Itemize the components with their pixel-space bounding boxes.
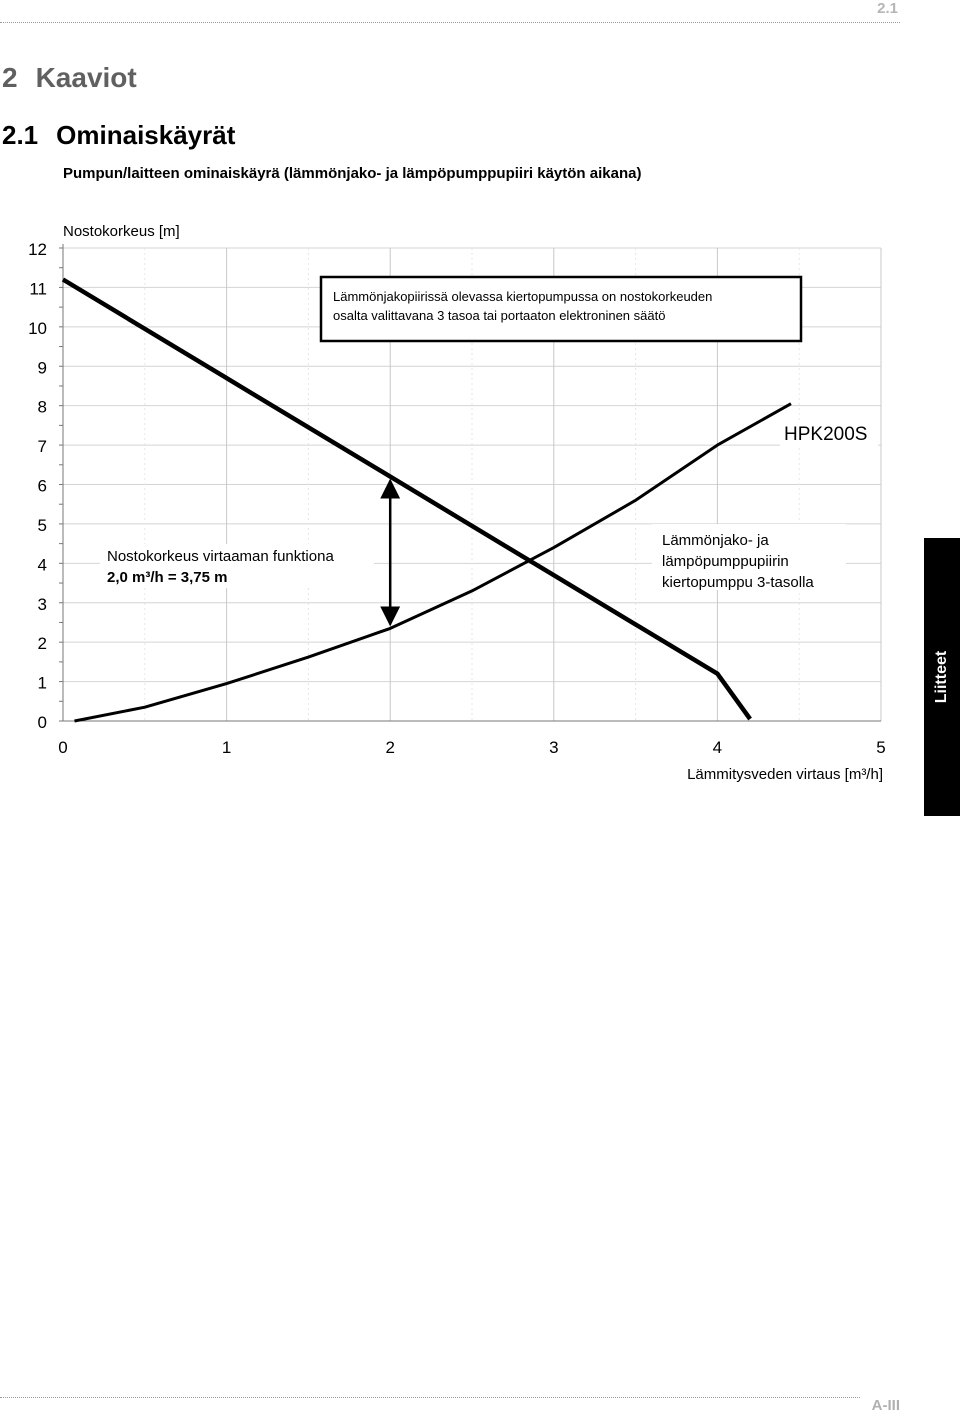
chart-subtitle: Pumpun/laitteen ominaiskäyrä (lämmönjako- ja lämpöpumppupiiri käytön aikana) [63, 165, 642, 182]
annotations [63, 223, 886, 783]
x-tick-label: 1 [221, 738, 232, 757]
x-tick-label: 3 [549, 738, 559, 757]
header-section-number: 2.1 [877, 0, 898, 17]
section-number: 2.1 [2, 120, 39, 150]
y-tick-label: 2 [37, 634, 47, 654]
y-tick-label: 8 [37, 397, 47, 417]
info-box-line-2: osalta valittavana 3 tasoa tai portaaton elektroninen säätö [333, 308, 666, 323]
y-tick-label: 6 [37, 476, 47, 496]
x-tick-label: 5 [876, 738, 886, 757]
pump-label-line-3: kiertopumppu 3-tasolla [662, 574, 814, 591]
y-axis-label: Nostokorkeus [m] [63, 223, 180, 240]
y-tick-label: 9 [37, 358, 47, 378]
y-tick-label: 7 [37, 437, 47, 457]
y-tick-label: 11 [29, 279, 47, 299]
series-line-pump-curve [63, 280, 750, 720]
chapter-number: 2 [2, 62, 18, 93]
series [63, 280, 791, 722]
y-tick-label: 3 [37, 594, 47, 614]
side-tab-appendix [924, 538, 960, 816]
head-label-line-1: Nostokorkeus virtaaman funktiona [107, 548, 334, 565]
y-tick-label: 5 [37, 515, 47, 535]
pump-label-line-1: Lämmönjako- ja [662, 532, 769, 549]
y-tick-label: 10 [28, 318, 47, 338]
x-axis-label: Lämmitysveden virtaus [m³/h] [687, 766, 883, 783]
y-tick-label: 1 [37, 673, 47, 693]
section-title: Ominaiskäyrät [56, 120, 236, 150]
y-tick-label: 0 [37, 713, 47, 732]
footer-page-number: A-III [871, 1397, 900, 1414]
y-tick-label: 12 [28, 240, 47, 259]
info-box-line-1: Lämmönjakopiirissä olevassa kiertopumpussa on nostokorkeuden [333, 289, 713, 304]
pump-label-line-2: lämpöpumppupiirin [662, 553, 789, 570]
side-tab-label: Liitteet [933, 650, 950, 704]
x-tick-label: 4 [712, 738, 723, 757]
x-tick-label: 0 [58, 738, 68, 757]
footer-divider [0, 1397, 860, 1398]
x-tick-label: 2 [385, 738, 395, 757]
head-label-line-2: 2,0 m³/h = 3,75 m [107, 569, 228, 586]
chapter-title: Kaaviot [35, 62, 137, 93]
series-label-hpk200s: HPK200S [784, 424, 868, 445]
y-tick-label: 4 [37, 555, 47, 575]
